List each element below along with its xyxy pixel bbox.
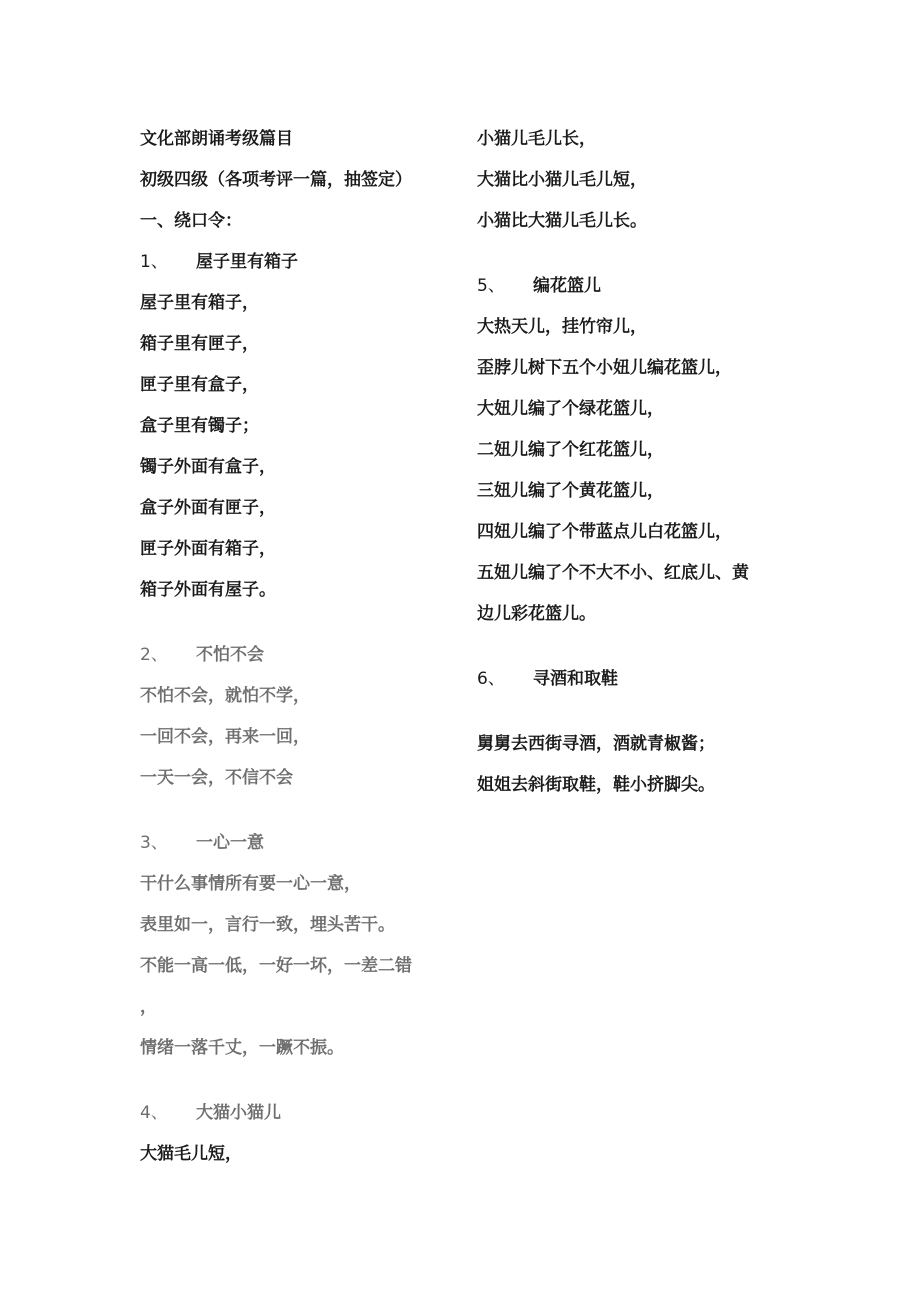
poem-heading bbox=[140, 1093, 440, 1134]
poem-line: 一天一会，不信不会 bbox=[140, 768, 293, 788]
poem-line: 大猫比小猫儿毛儿短， bbox=[477, 170, 647, 190]
section-heading: 一、绕口令： bbox=[140, 211, 242, 231]
spacer bbox=[140, 611, 440, 635]
spacer bbox=[140, 1069, 440, 1093]
poem-title: 寻酒和取鞋 bbox=[533, 669, 618, 689]
poem-line: 匣子里有盒子， bbox=[140, 375, 259, 395]
poem-title: 编花篮儿 bbox=[533, 276, 601, 296]
poem-title: 大猫小猫儿 bbox=[196, 1103, 281, 1123]
poem-heading bbox=[477, 266, 777, 307]
poem-line: 二妞儿编了个红花篮儿， bbox=[477, 440, 664, 460]
poem-number: 4、 bbox=[140, 1103, 168, 1123]
poem-line: 姐姐去斜街取鞋，鞋小挤脚尖。 bbox=[477, 775, 715, 795]
spacer bbox=[477, 635, 777, 659]
poem-title: 一心一意 bbox=[196, 833, 264, 853]
poem-number: 2、 bbox=[140, 645, 168, 665]
poem-heading bbox=[140, 823, 440, 864]
poem-line: 不怕不会，就怕不学， bbox=[140, 686, 310, 706]
poem-number: 3、 bbox=[140, 833, 168, 853]
spacer bbox=[477, 242, 777, 266]
poem-line: 歪脖儿树下五个小妞儿编花篮儿， bbox=[477, 358, 732, 378]
spacer bbox=[477, 700, 777, 724]
poem-line: 大妞儿编了个绿花篮儿， bbox=[477, 399, 664, 419]
poem-line: 表里如一，言行一致，埋头苦干。 bbox=[140, 915, 395, 935]
poem-line: 一回不会，再来一回， bbox=[140, 727, 310, 747]
poem-number: 1、 bbox=[140, 252, 168, 272]
spacer bbox=[140, 799, 440, 823]
poem-line: 匣子外面有箱子， bbox=[140, 539, 276, 559]
poem-title: 屋子里有箱子 bbox=[196, 252, 298, 272]
poem-line: 箱子外面有屋子。 bbox=[140, 580, 276, 600]
poem-heading bbox=[140, 635, 440, 676]
poem-line: 情绪一落千丈，一蹶不振。 bbox=[140, 1038, 344, 1058]
poem-line: 边儿彩花篮儿。 bbox=[477, 604, 596, 624]
poem-number: 6、 bbox=[477, 669, 505, 689]
poem-line: 大猫毛儿短， bbox=[140, 1144, 242, 1164]
poem-title: 不怕不会 bbox=[196, 645, 264, 665]
poem-line: 五妞儿编了个不大不小、红底儿、黄 bbox=[477, 563, 749, 583]
poem-line: 不能一高一低，一好一坏，一差二错 bbox=[140, 956, 412, 976]
poem-line: 大热天儿，挂竹帘儿， bbox=[477, 317, 647, 337]
poem-line: 干什么事情所有要一心一意， bbox=[140, 874, 361, 894]
poem-line: 小猫儿毛儿长， bbox=[477, 129, 596, 149]
right-column bbox=[477, 119, 777, 806]
poem-number: 5、 bbox=[477, 276, 505, 296]
poem-line: ， bbox=[140, 997, 157, 1017]
document-subtitle: 初级四级（各项考评一篇，抽签定） bbox=[140, 170, 412, 190]
left-column bbox=[140, 119, 440, 1175]
poem-line: 镯子外面有盒子， bbox=[140, 457, 276, 477]
poem-line: 小猫比大猫儿毛儿长。 bbox=[477, 211, 647, 231]
poem-line: 盒子外面有匣子， bbox=[140, 498, 276, 518]
poem-line: 屋子里有箱子， bbox=[140, 293, 259, 313]
poem-line: 盒子里有镯子； bbox=[140, 416, 259, 436]
poem-heading bbox=[477, 659, 777, 700]
poem-line: 三妞儿编了个黄花篮儿， bbox=[477, 481, 664, 501]
poem-line: 四妞儿编了个带蓝点儿白花篮儿， bbox=[477, 522, 732, 542]
poem-line: 舅舅去西街寻酒，酒就青椒酱； bbox=[477, 734, 715, 754]
document-title: 文化部朗诵考级篇目 bbox=[140, 129, 293, 149]
poem-heading bbox=[140, 242, 440, 283]
poem-line: 箱子里有匣子， bbox=[140, 334, 259, 354]
